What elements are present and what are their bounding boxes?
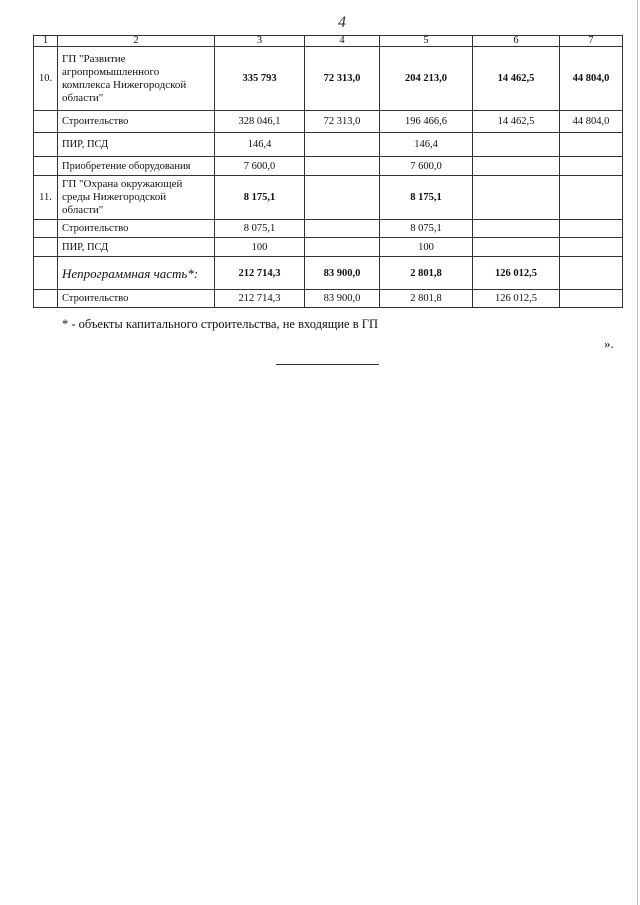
value-cell: 44 804,0 [560, 111, 623, 133]
column-header: 5 [380, 36, 473, 47]
value-cell [560, 238, 623, 257]
value-cell: 196 466,6 [380, 111, 473, 133]
value-cell: 83 900,0 [305, 257, 380, 290]
budget-table [33, 35, 623, 308]
total-cell: 100 [215, 238, 305, 257]
row-number [34, 220, 58, 238]
value-cell [305, 220, 380, 238]
table-row [34, 157, 623, 176]
table-row [34, 47, 623, 111]
total-cell: 8 175,1 [215, 176, 305, 220]
column-header: 4 [305, 36, 380, 47]
item-name: ПИР, ПСД [58, 238, 215, 257]
item-name: Строительство [58, 111, 215, 133]
total-cell: 7 600,0 [215, 157, 305, 176]
row-number [34, 257, 58, 290]
table-row [34, 176, 623, 220]
row-number [34, 133, 58, 157]
value-cell: 83 900,0 [305, 290, 380, 308]
value-cell [305, 176, 380, 220]
column-header: 1 [34, 36, 58, 47]
value-cell [473, 157, 560, 176]
value-cell [560, 176, 623, 220]
total-cell: 212 714,3 [215, 257, 305, 290]
value-cell [560, 220, 623, 238]
item-name: Приобретение оборудования [58, 157, 215, 176]
footnote: * - объекты капитального строительства, не входящие в ГП [62, 317, 379, 331]
value-cell [560, 257, 623, 290]
total-cell: 8 075,1 [215, 220, 305, 238]
value-cell: 44 804,0 [560, 47, 623, 111]
value-cell: 7 600,0 [380, 157, 473, 176]
row-number [34, 157, 58, 176]
value-cell [473, 220, 560, 238]
value-cell: 72 313,0 [305, 111, 380, 133]
item-name: Строительство [58, 290, 215, 308]
column-header: 2 [58, 36, 215, 47]
value-cell [305, 133, 380, 157]
value-cell: 100 [380, 238, 473, 257]
table-row [34, 257, 623, 290]
total-cell: 328 046,1 [215, 111, 305, 133]
table-row [34, 290, 623, 308]
page-number: 4 [338, 14, 346, 31]
value-cell: 2 801,8 [380, 257, 473, 290]
value-cell: 146,4 [380, 133, 473, 157]
row-number [34, 290, 58, 308]
value-cell: 8 175,1 [380, 176, 473, 220]
total-cell: 146,4 [215, 133, 305, 157]
item-name: ПИР, ПСД [58, 133, 215, 157]
program-name: ГП "Развитие агропромышленного комплекса Нижегородской области" [58, 47, 215, 111]
table-header-row [34, 36, 623, 47]
table-row [34, 111, 623, 133]
total-cell: 335 793 [215, 47, 305, 111]
value-cell: 126 012,5 [473, 290, 560, 308]
value-cell [560, 290, 623, 308]
value-cell: 72 313,0 [305, 47, 380, 111]
value-cell [473, 238, 560, 257]
table-row [34, 133, 623, 157]
item-name: Строительство [58, 220, 215, 238]
value-cell: 204 213,0 [380, 47, 473, 111]
scan-edge-line [637, 0, 638, 905]
value-cell: 126 012,5 [473, 257, 560, 290]
value-cell [473, 133, 560, 157]
row-number [34, 111, 58, 133]
separator-line [276, 364, 379, 365]
table-row [34, 220, 623, 238]
section-name: Непрограммная часть*: [58, 257, 215, 290]
value-cell: 8 075,1 [380, 220, 473, 238]
column-header: 6 [473, 36, 560, 47]
value-cell [305, 157, 380, 176]
value-cell [473, 176, 560, 220]
table-row [34, 238, 623, 257]
value-cell [560, 157, 623, 176]
program-name: ГП "Охрана окружающей среды Нижегородской области" [58, 176, 215, 220]
total-cell: 212 714,3 [215, 290, 305, 308]
column-header: 3 [215, 36, 305, 47]
row-number: 10. [34, 47, 58, 111]
value-cell: 2 801,8 [380, 290, 473, 308]
value-cell: 14 462,5 [473, 47, 560, 111]
value-cell [560, 133, 623, 157]
value-cell [305, 238, 380, 257]
row-number: 11. [34, 176, 58, 220]
closing-quote: ». [604, 336, 614, 351]
value-cell: 14 462,5 [473, 111, 560, 133]
row-number [34, 238, 58, 257]
column-header: 7 [560, 36, 623, 47]
